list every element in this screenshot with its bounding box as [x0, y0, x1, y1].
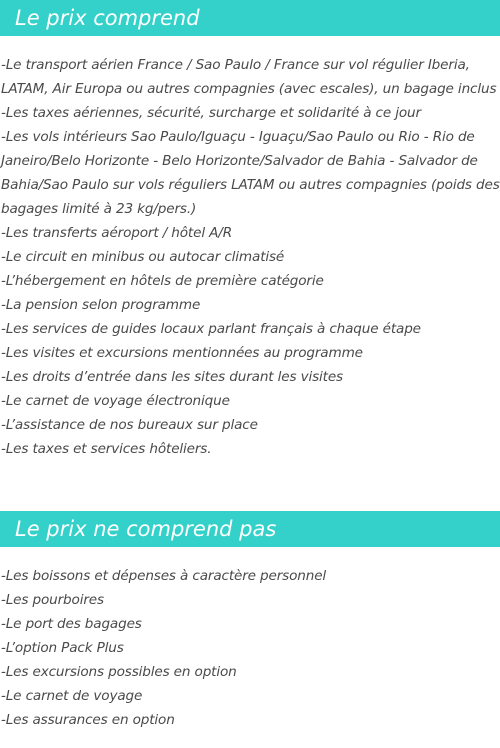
price-excludes-header: [0, 511, 500, 547]
list-item: -Les visites et excursions mentionnées au programme: [1, 345, 363, 361]
list-item: -Les vols intérieurs Sao Paulo/Iguaçu - Iguaçu/Sao Paulo ou Rio - Rio de Janeiro/Belo Horizonte - Belo Horizonte/Salvador de Bahia - Salvador de Bahia/Sao Paulo sur vols réguliers LATAM ou autres compagnies (poids des bagages limité à 23 kg/pers.): [1, 129, 500, 217]
price-excludes-title: Le prix ne comprend pas: [15, 517, 277, 541]
list-item: -Le carnet de voyage électronique: [1, 393, 230, 409]
list-item: -La pension selon programme: [1, 297, 201, 313]
list-item: -Les boissons et dépenses à caractère personnel: [1, 568, 327, 584]
list-item: -Les excursions possibles en option: [1, 664, 237, 680]
list-item: -Les services de guides locaux parlant français à chaque étape: [1, 321, 421, 337]
list-item: -Les transferts aéroport / hôtel A/R: [1, 225, 232, 241]
list-item: -L’hébergement en hôtels de première catégorie: [1, 273, 324, 289]
price-includes-header: [0, 0, 500, 36]
list-item: -Le circuit en minibus ou autocar climatisé: [1, 249, 285, 265]
price-excludes-section: [0, 511, 500, 732]
list-item: -Le carnet de voyage: [1, 688, 143, 704]
list-item: -Les assurances en option: [1, 712, 175, 728]
price-includes-title: Le prix comprend: [15, 6, 200, 30]
list-item: -Les pourboires: [1, 592, 104, 608]
list-item: -Le port des bagages: [1, 616, 142, 632]
list-item: -L’assistance de nos bureaux sur place: [1, 417, 258, 433]
list-item: -Le transport aérien France / Sao Paulo / France sur vol régulier Iberia, LATAM, Air Europa ou autres compagnies (avec escales), un bagage inclus: [1, 57, 497, 97]
list-item: -Les taxes et services hôteliers.: [1, 441, 212, 457]
price-includes-list: [0, 53, 500, 461]
list-item: -Les droits d’entrée dans les sites durant les visites: [1, 369, 343, 385]
list-item: -Les taxes aériennes, sécurité, surcharge et solidarité à ce jour: [1, 105, 421, 121]
price-excludes-list: [0, 564, 500, 732]
list-item: -L’option Pack Plus: [1, 640, 124, 656]
